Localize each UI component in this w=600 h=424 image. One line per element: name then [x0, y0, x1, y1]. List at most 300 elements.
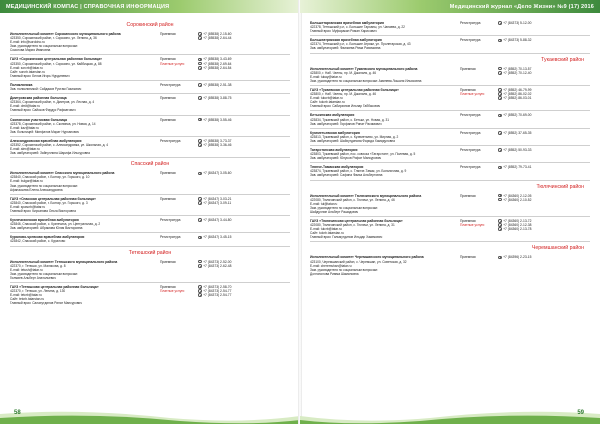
phone-type-label: Регистратура — [160, 138, 181, 143]
entry-detail-line: 423834, Тукаевский район, с. Бетьки, ул. Новая, д. 31 — [310, 117, 390, 122]
directory-entry — [310, 163, 590, 180]
entry-detail-line: 423842, Спасский район, с. Куралово — [10, 239, 66, 244]
phone-number: +7 (84373) 2-54-77 — [203, 293, 232, 298]
phone-type — [160, 235, 198, 243]
phone-number: +7 (84373) 2-52-00 — [203, 259, 232, 264]
directory-entry — [10, 283, 290, 307]
directory-entry — [310, 19, 590, 36]
entry-detail-line: 423800, г. Наб. Челны, пр. М. Джалиля, д. 46 — [310, 70, 377, 75]
phone-icon — [198, 58, 202, 62]
phone-number: +7 (84347) 3-44-80 — [203, 218, 232, 223]
phone-number: +7 (84360) 2-13-72 — [503, 219, 532, 223]
phone-row — [198, 293, 278, 297]
entry-detail-line: E-mail: info@sorokino.ru — [10, 40, 45, 45]
phone-icon — [498, 96, 502, 100]
phone-row — [198, 201, 278, 205]
institution-name: Кузнечихинская врачебная амбулатория — [10, 218, 79, 223]
directory-entry — [10, 116, 290, 137]
phone-icon — [198, 201, 202, 205]
institution-name: ГАУЗ «Сорокинская центральная районная больница» — [10, 57, 103, 62]
phone-number: +7 (85538) 3-73-37 — [203, 138, 232, 143]
phone-list — [198, 96, 278, 112]
phone-icon — [198, 118, 202, 122]
entry-detail-line: Зав. амбулаторией: Юнусов Рифат Мансурович — [310, 156, 382, 161]
phone-list — [498, 21, 578, 33]
phone-number: +7 (84373) 2-62-48 — [203, 263, 232, 268]
entry-detail-line: Зам. руководителя по социальным вопросам: — [310, 267, 378, 272]
entry-detail-line: 422378, Тетюшский р-н, с. Большие Тарханы, ул. Чапаева, д. 22 — [310, 25, 405, 30]
phone-row — [498, 255, 578, 259]
phone-type-label: Приемная — [160, 117, 176, 122]
right-page-content — [310, 19, 590, 278]
phone-icon — [198, 289, 202, 293]
district-heading: Черемшанский район — [531, 245, 584, 252]
phone-row — [198, 218, 278, 222]
phone-row — [498, 38, 578, 42]
entry-detail-line: Зав. амбулаторией: Зайнуллина Шарифа Ильсуровна — [10, 151, 90, 156]
left-footer-swoosh — [0, 402, 300, 424]
district-heading: Тетюшский район — [128, 249, 172, 256]
phone-list — [198, 83, 278, 91]
right-page-header — [300, 0, 600, 13]
phone-number: +7 (84347) 3-45-15 — [203, 235, 232, 240]
entry-details — [10, 83, 160, 91]
entry-detail-line: 423352, Сорокинский район, с. Александровка, ул. Школьная, д. 4 — [10, 142, 108, 147]
entry-detail-line: 423350, Сорокинский район, г. Сорокино, ул. Ленина, д. 36 — [10, 36, 97, 41]
phone-list — [498, 255, 578, 275]
phone-type-label: Регистратура — [460, 130, 481, 135]
institution-name: Куралово-чревская врачебная амбулатория — [10, 235, 85, 240]
phone-number: +7 (8552) 79-73-41 — [503, 165, 532, 170]
phone-type — [160, 285, 198, 305]
paid-services-label: Платные услуги — [460, 223, 485, 228]
phone-type — [460, 194, 498, 214]
phone-number: +7 (85538) 2-15-60 — [203, 32, 232, 36]
phone-row — [498, 21, 578, 25]
entry-details — [10, 32, 160, 52]
entry-detail-line: 422080, Тюлячинский район, с. Тюлячи, ул. Ленина, д. 46 — [310, 197, 395, 202]
right-header-text: Медицинский журнал «Дело Жизни» №9 (17) 2016 — [449, 3, 594, 10]
phone-type-label: Приемная — [460, 87, 476, 92]
entry-details — [10, 235, 160, 243]
phone-row — [198, 66, 278, 70]
entry-detail-line: Сайт: sorcrb.tatarstan.ru — [10, 69, 45, 74]
phone-type — [460, 113, 498, 125]
phone-number: +7 (8552) 86-02-02 — [503, 92, 532, 97]
phone-row — [198, 264, 278, 268]
phone-type-label: Регистратура — [160, 82, 181, 87]
phone-type-label: Регистратура — [460, 165, 481, 170]
phone-type — [460, 67, 498, 83]
entry-detail-line: Шайдуллин Альберт Рашидович — [310, 209, 359, 214]
phone-icon — [498, 39, 502, 43]
phone-icon — [198, 66, 202, 70]
entry-detail-line: E-mail: tul@tatar.ru — [310, 201, 338, 206]
directory-entry — [310, 129, 590, 146]
entry-detail-line: Сайт: tetcrb.tatarstan.ru — [10, 297, 45, 302]
phone-icon — [198, 143, 202, 147]
phone-row — [498, 113, 578, 117]
entry-detail-line: 423840, Спасский район, г. Болгар, ул. Горького, д. 3 — [10, 200, 88, 205]
phone-type — [460, 165, 498, 177]
phone-icon — [498, 227, 502, 231]
entry-detail-line: Соколова Мария Ивановна — [10, 48, 51, 53]
phone-row — [198, 36, 278, 40]
phone-number: +7 (8552) 70-69-00 — [503, 113, 532, 118]
directory-entry — [10, 55, 290, 80]
phone-icon — [498, 114, 502, 118]
phone-type — [460, 88, 498, 108]
phone-type-label: Приемная — [460, 219, 476, 223]
entry-detail-line: 422080, Тюлячинский район, с. Тюлячи, ул. Ленина, д. 31 — [310, 223, 395, 228]
institution-name: ГАУЗ «Спасская центральная районная больница» — [10, 196, 96, 201]
phone-number: +7 (84347) 3-03-21 — [203, 196, 232, 201]
entry-details — [10, 57, 160, 77]
phone-number: +7 (8552) 70-12-40 — [503, 70, 532, 75]
phone-icon — [498, 71, 502, 75]
entry-detail-line: 423100, Черемшанский район, с. Черемшан, ул. Советская, д. 32 — [310, 259, 407, 264]
institution-name: Александровская врачебная амбулатория — [10, 138, 82, 143]
right-footer-swoosh — [300, 402, 600, 424]
entry-details — [310, 67, 460, 83]
institution-name: Дмитровская районная больница — [10, 96, 67, 101]
entry-detail-line: Зам. руководителя по социальным вопросам: — [310, 205, 378, 210]
phone-list — [498, 165, 578, 177]
phone-row — [498, 148, 578, 152]
entry-detail-line: Сайт: tukcrb.tatarstan.ru — [310, 100, 345, 105]
entry-detail-line: E-mail: bulgar@tatar.ru — [10, 179, 43, 184]
phone-type-label: Регистратура — [460, 21, 481, 25]
phone-number: +7 (85538) 3-36-46 — [203, 142, 232, 147]
phone-number: +7 (84360) 2-13-78 — [503, 227, 532, 232]
phone-type — [460, 131, 498, 143]
phone-number: +7 (85538) 3-55-46 — [203, 117, 232, 122]
phone-list — [198, 235, 278, 243]
paid-services-label: Платные услуги — [460, 92, 485, 97]
institution-name: ГАУЗ «Тюлячинская центральная районная больница» — [310, 219, 403, 223]
phone-row — [198, 96, 278, 100]
entry-detail-line: E-mail: cheremshan@tatar.ru — [310, 263, 352, 268]
institution-name: Бетькинская амбулатория — [310, 113, 355, 118]
phone-row — [498, 96, 578, 100]
entry-details — [310, 194, 460, 214]
entry-detail-line: 423378, Сорокинский район, с. Скопинка, ул. Новая, д. 14 — [10, 121, 96, 126]
entry-detail-line: Главный врач: Сабирзянов Ильнар Габбасович — [310, 104, 381, 109]
directory-entry — [10, 137, 290, 158]
phone-type-label: Приемная — [160, 96, 176, 101]
institution-name: ГАУЗ «Тукаевская центральная районная больница» — [310, 87, 399, 92]
institution-name: Татарстанская амбулатория — [310, 147, 358, 152]
entry-details — [10, 197, 160, 213]
phone-type-label: Приемная — [460, 255, 476, 260]
directory-entry — [10, 258, 290, 283]
entry-details — [310, 148, 460, 160]
entry-details — [310, 131, 460, 143]
phone-icon — [498, 219, 502, 223]
institution-name: Исполнительный комитет Тетюшского муниципального района — [10, 259, 118, 264]
phone-icon — [498, 131, 502, 135]
entry-detail-line: E-mail: alex@tatar.ru — [10, 147, 40, 152]
entry-detail-line: 423803, Тукаевский район, пос. совхоза «Татарстан», ул. Полевая, д. 5 — [310, 152, 416, 157]
phone-number: +7 (84396) 2-23-15 — [503, 255, 532, 260]
phone-type-label: Приемная — [160, 32, 176, 36]
phone-type — [460, 255, 498, 275]
entry-details — [310, 219, 460, 239]
entry-detail-line: Гилмиев Альберт Анатольевич — [10, 275, 56, 280]
phone-icon — [498, 67, 502, 71]
phone-type-label: Регистратура — [460, 113, 481, 118]
phone-icon — [198, 172, 202, 176]
entry-detail-line: E-mail: dmit@tatar.ru — [10, 104, 40, 109]
entry-detail-line: Зам. руководителя по социальным вопросам: Аминева Лошаля Ильясовна — [310, 78, 422, 83]
phone-type-label: Регистратура — [160, 218, 181, 223]
phone-type-label: Приемная — [160, 171, 176, 176]
phone-icon — [198, 236, 202, 240]
institution-name: Исполнительный комитет Тукаевского муниципального района — [310, 66, 418, 71]
phone-icon — [498, 223, 502, 227]
entry-details — [10, 118, 160, 134]
institution-name: Исполнительный комитет Черемшанского муниципального района — [310, 255, 424, 260]
phone-type — [460, 21, 498, 33]
phone-row — [198, 143, 278, 147]
district-heading: Сорокинский район — [126, 22, 174, 28]
directory-entry — [310, 65, 590, 86]
phone-list — [198, 218, 278, 230]
entry-detail-line: Зам. руководителя по социальным вопросам: — [10, 44, 78, 49]
entry-detail-line: 422370, г. Тетюши, ул. Малясова, д. 8 — [10, 263, 66, 268]
directory-entry — [10, 195, 290, 216]
entry-details — [10, 96, 160, 112]
phone-number: +7 (85538) 2-51-38 — [203, 82, 232, 87]
phone-type — [460, 148, 498, 160]
phone-icon — [198, 285, 202, 289]
phone-icon — [198, 218, 202, 222]
entry-detail-line: Зав. амбулаторией: Абрамова Юлия Викторовна — [10, 226, 83, 231]
entry-detail-line: 423813, Тукаевский район, с. Куземетьево, ул. Мирная, д. 2 — [310, 134, 399, 139]
phone-icon — [498, 194, 502, 198]
phone-type-label: Регистратура — [160, 235, 181, 240]
entry-detail-line: 422374, Тетюшский р-н, с. Большие Атряки, ул. Пролетарская, д. 43 — [310, 42, 411, 47]
phone-icon — [498, 256, 502, 260]
entry-detail-line: Главный врач: Белов Игорь Нурдиневич — [10, 73, 70, 78]
right-page — [300, 0, 600, 424]
phone-number: +7 (84360) 2-12-38 — [503, 223, 532, 228]
phone-icon — [498, 148, 502, 152]
entry-details — [10, 218, 160, 230]
entry-detail-line: Зав. амбулаторией: Шайхутдинова Фарида Хамидуловна — [310, 138, 395, 143]
phone-icon — [498, 92, 502, 96]
phone-number: +7 (8552) 50-93-33 — [503, 147, 532, 152]
entry-detail-line: 423846, Спасский район, с. Кузнечиха, ул. Центральная, д. 2 — [10, 222, 101, 227]
phone-number: +7 (84360) 2-12-05 — [503, 193, 532, 198]
entry-details — [10, 285, 160, 305]
institution-name: Большетарханская врачебная амбулатория — [310, 21, 384, 25]
phone-type-label: Приемная — [160, 57, 176, 62]
paid-services-label: Платные услуги — [160, 61, 185, 66]
entry-detail-line: Зам. руководителя по социальным вопросам: — [10, 271, 78, 276]
directory-entry — [10, 81, 290, 94]
institution-name: Тлянче-Тамакская амбулатория — [310, 165, 364, 170]
phone-number: +7 (84347) 3-05-60 — [203, 171, 232, 176]
entry-detail-line: Зав. амбулаторией: Сафина Фаиза Альбертовна — [310, 173, 383, 178]
phone-number: +7 (8552) 37-65-35 — [503, 130, 532, 135]
institution-name: ГАУЗ «Тетюшская центральная районная больница» — [10, 285, 99, 290]
entry-detail-line: E-mail: tulcrb@tatar.ru — [310, 227, 342, 232]
phone-number: +7 (85538) 3-88-75 — [203, 96, 232, 101]
phone-number: +7 (84373) 5-12-00 — [503, 21, 532, 25]
directory-entry — [310, 146, 590, 163]
directory-entry — [310, 253, 590, 277]
phone-row — [198, 235, 278, 239]
phone-icon — [198, 96, 202, 100]
left-header-text: МЕДИЦИНСКИЙ КОМПАС | СПРАВОЧНАЯ ИНФОРМАЦИЯ — [6, 3, 170, 10]
phone-type — [460, 38, 498, 50]
phone-list — [498, 88, 578, 108]
phone-number: +7 (8552) 70-13-57 — [503, 66, 532, 71]
phone-type — [160, 218, 198, 230]
directory-entry — [10, 169, 290, 194]
phone-list — [498, 131, 578, 143]
phone-type-label: Регистратура — [460, 147, 481, 152]
phone-type — [160, 57, 198, 77]
phone-type — [460, 219, 498, 239]
phone-icon — [498, 88, 502, 92]
phone-row — [198, 83, 278, 87]
phone-icon — [198, 83, 202, 87]
phone-type-label: Приемная — [160, 259, 176, 264]
phone-type-label: Приемная — [460, 193, 476, 198]
phone-type — [160, 32, 198, 52]
phone-icon — [198, 260, 202, 264]
entry-detail-line: Зав. поликлиникой: Сайдаков Рустам Газизович — [10, 87, 82, 92]
entry-detail-line: Главный врач: Муфаракан Роман Харисович — [310, 29, 377, 34]
phone-type — [160, 197, 198, 213]
phone-type — [160, 96, 198, 112]
phone-icon — [198, 36, 202, 40]
phone-icon — [198, 264, 202, 268]
entry-detail-line: Долгополова Римма Шамиловна — [310, 271, 359, 276]
phone-icon — [498, 198, 502, 202]
phone-icon — [498, 166, 502, 170]
left-page-header — [0, 0, 300, 13]
phone-number: +7 (84373) 2-54-77 — [203, 289, 232, 294]
directory-entry — [10, 30, 290, 55]
entry-detail-line: E-mail: tukay@tatar.ru — [310, 74, 342, 79]
phone-icon — [198, 197, 202, 201]
district-heading: Спасский район — [130, 161, 170, 168]
phone-list — [198, 118, 278, 134]
phone-row — [498, 198, 578, 202]
entry-detail-line: E-mail: tukcrb@tatar.ru — [310, 96, 343, 101]
institution-name: Куземетьевская амбулатория — [310, 130, 360, 135]
phone-list — [198, 32, 278, 52]
district-heading: Тукаевский район — [541, 56, 584, 63]
phone-list — [498, 113, 578, 125]
institution-name: Большеатрякская врачебная амбулатория — [310, 38, 382, 43]
entry-detail-line: 422370, г. Тетюши, ул. Ленина, д. 130 — [10, 289, 66, 294]
entry-details — [10, 139, 160, 155]
entry-detail-line: Главный врач: Гильмутдинов Ильдар Хакимович — [310, 235, 383, 240]
phone-number: +7 (84373) 2-58-70 — [203, 285, 232, 290]
phone-number: +7 (85538) 2-64-44 — [203, 36, 232, 41]
entry-detail-line: E-mail: kaz@tatar.ru — [10, 125, 39, 130]
institution-name: Исполнительный комитет Спасского муниципального района — [10, 171, 115, 176]
phone-list — [498, 219, 578, 239]
phone-type — [160, 171, 198, 191]
phone-number: +7 (84360) 2-10-52 — [503, 197, 532, 202]
phone-icon — [198, 32, 202, 36]
entry-detail-line: Афанасьева Елена Александровна — [10, 187, 63, 192]
entry-detail-line: 423364, Сорокинский район, п. Дмитров, ул. Лесная, д. 4 — [10, 100, 95, 105]
entry-detail-line: Главный врач: Салахутдинов Ринат Мансурович — [10, 301, 82, 306]
entry-details — [310, 255, 460, 275]
entry-detail-line: Зам. руководителя по социальным вопросам: — [10, 183, 78, 188]
phone-list — [498, 38, 578, 50]
entry-detail-line: Зав. амбулаторией: Гирфанов Ринат Расимович — [310, 121, 382, 126]
phone-list — [498, 194, 578, 214]
entry-details — [10, 171, 160, 191]
entry-details — [310, 113, 460, 125]
entry-detail-line: E-mail: tetush@tatar.ru — [10, 267, 43, 272]
phone-list — [498, 148, 578, 160]
entry-detail-line: 423350, Сорокинский район, г. Сорокино, ул. Кайбицкая, д. 88 — [10, 61, 102, 66]
phone-type — [160, 139, 198, 155]
entry-detail-line: Зав. амбулаторией: Фаизиева Рима Рахимовна — [310, 46, 381, 51]
directory-entry — [310, 86, 590, 111]
directory-entry — [310, 36, 590, 53]
phone-type-label: Приемная — [460, 66, 476, 71]
entry-detail-line: E-mail: spascrb@tatar.ru — [10, 204, 46, 209]
phone-row — [498, 227, 578, 231]
phone-list — [198, 197, 278, 213]
entry-detail-line: 423840, Спасский район, г. Болгар, ул. Горького, д. 10 — [10, 175, 90, 180]
phone-icon — [198, 293, 202, 297]
phone-number: +7 (84373) 5-88-32 — [503, 38, 532, 43]
phone-icon — [198, 62, 202, 66]
phone-row — [498, 165, 578, 169]
left-page-content — [10, 22, 290, 308]
left-page-number: 58 — [14, 410, 21, 416]
institution-name: Исполнительный комитет Сорокинского муниципального района — [10, 32, 121, 36]
phone-type-label: Приемная — [160, 285, 176, 290]
institution-name: Исполнительный комитет Тюлячинского муниципального района — [310, 193, 422, 198]
phone-number: +7 (8552) 86-03-01 — [503, 96, 532, 101]
entry-detail-line: 423874, Тукаевский район, с. Тлянче-Тамак, ул. Больничная, д. 9 — [310, 169, 407, 174]
phone-number: +7 (85538) 3-43-69 — [203, 57, 232, 62]
district-heading: Тюлячинский район — [536, 183, 584, 190]
entry-detail-line: 423800, г. Наб. Челны, пр. М. Джалиля, д. 46 — [310, 92, 377, 97]
phone-row — [198, 118, 278, 122]
directory-entry — [10, 94, 290, 115]
phone-type — [160, 260, 198, 280]
phone-list — [198, 171, 278, 191]
phone-type-label: Регистратура — [460, 38, 481, 43]
phone-icon — [198, 139, 202, 143]
entry-detail-line: Главный врач: Сайсков Фирдус Рафиатович — [10, 108, 76, 113]
phone-icon — [498, 21, 502, 25]
institution-name: Поликлиника — [10, 82, 33, 87]
entry-detail-line: Зав. больницей: Минфатов Марат Нурханович — [10, 129, 80, 134]
institution-name: Скопинская участковая больница — [10, 117, 68, 122]
directory-entry — [10, 216, 290, 233]
phone-row — [198, 171, 278, 175]
directory-entry — [310, 111, 590, 128]
directory-entry — [10, 233, 290, 246]
phone-type — [160, 118, 198, 134]
phone-type — [160, 83, 198, 91]
entry-detail-line: E-mail: tetcrb@tatar.ru — [10, 293, 42, 298]
entry-detail-line: Сайт: tulcrb.tatarstan.ru — [310, 231, 344, 236]
